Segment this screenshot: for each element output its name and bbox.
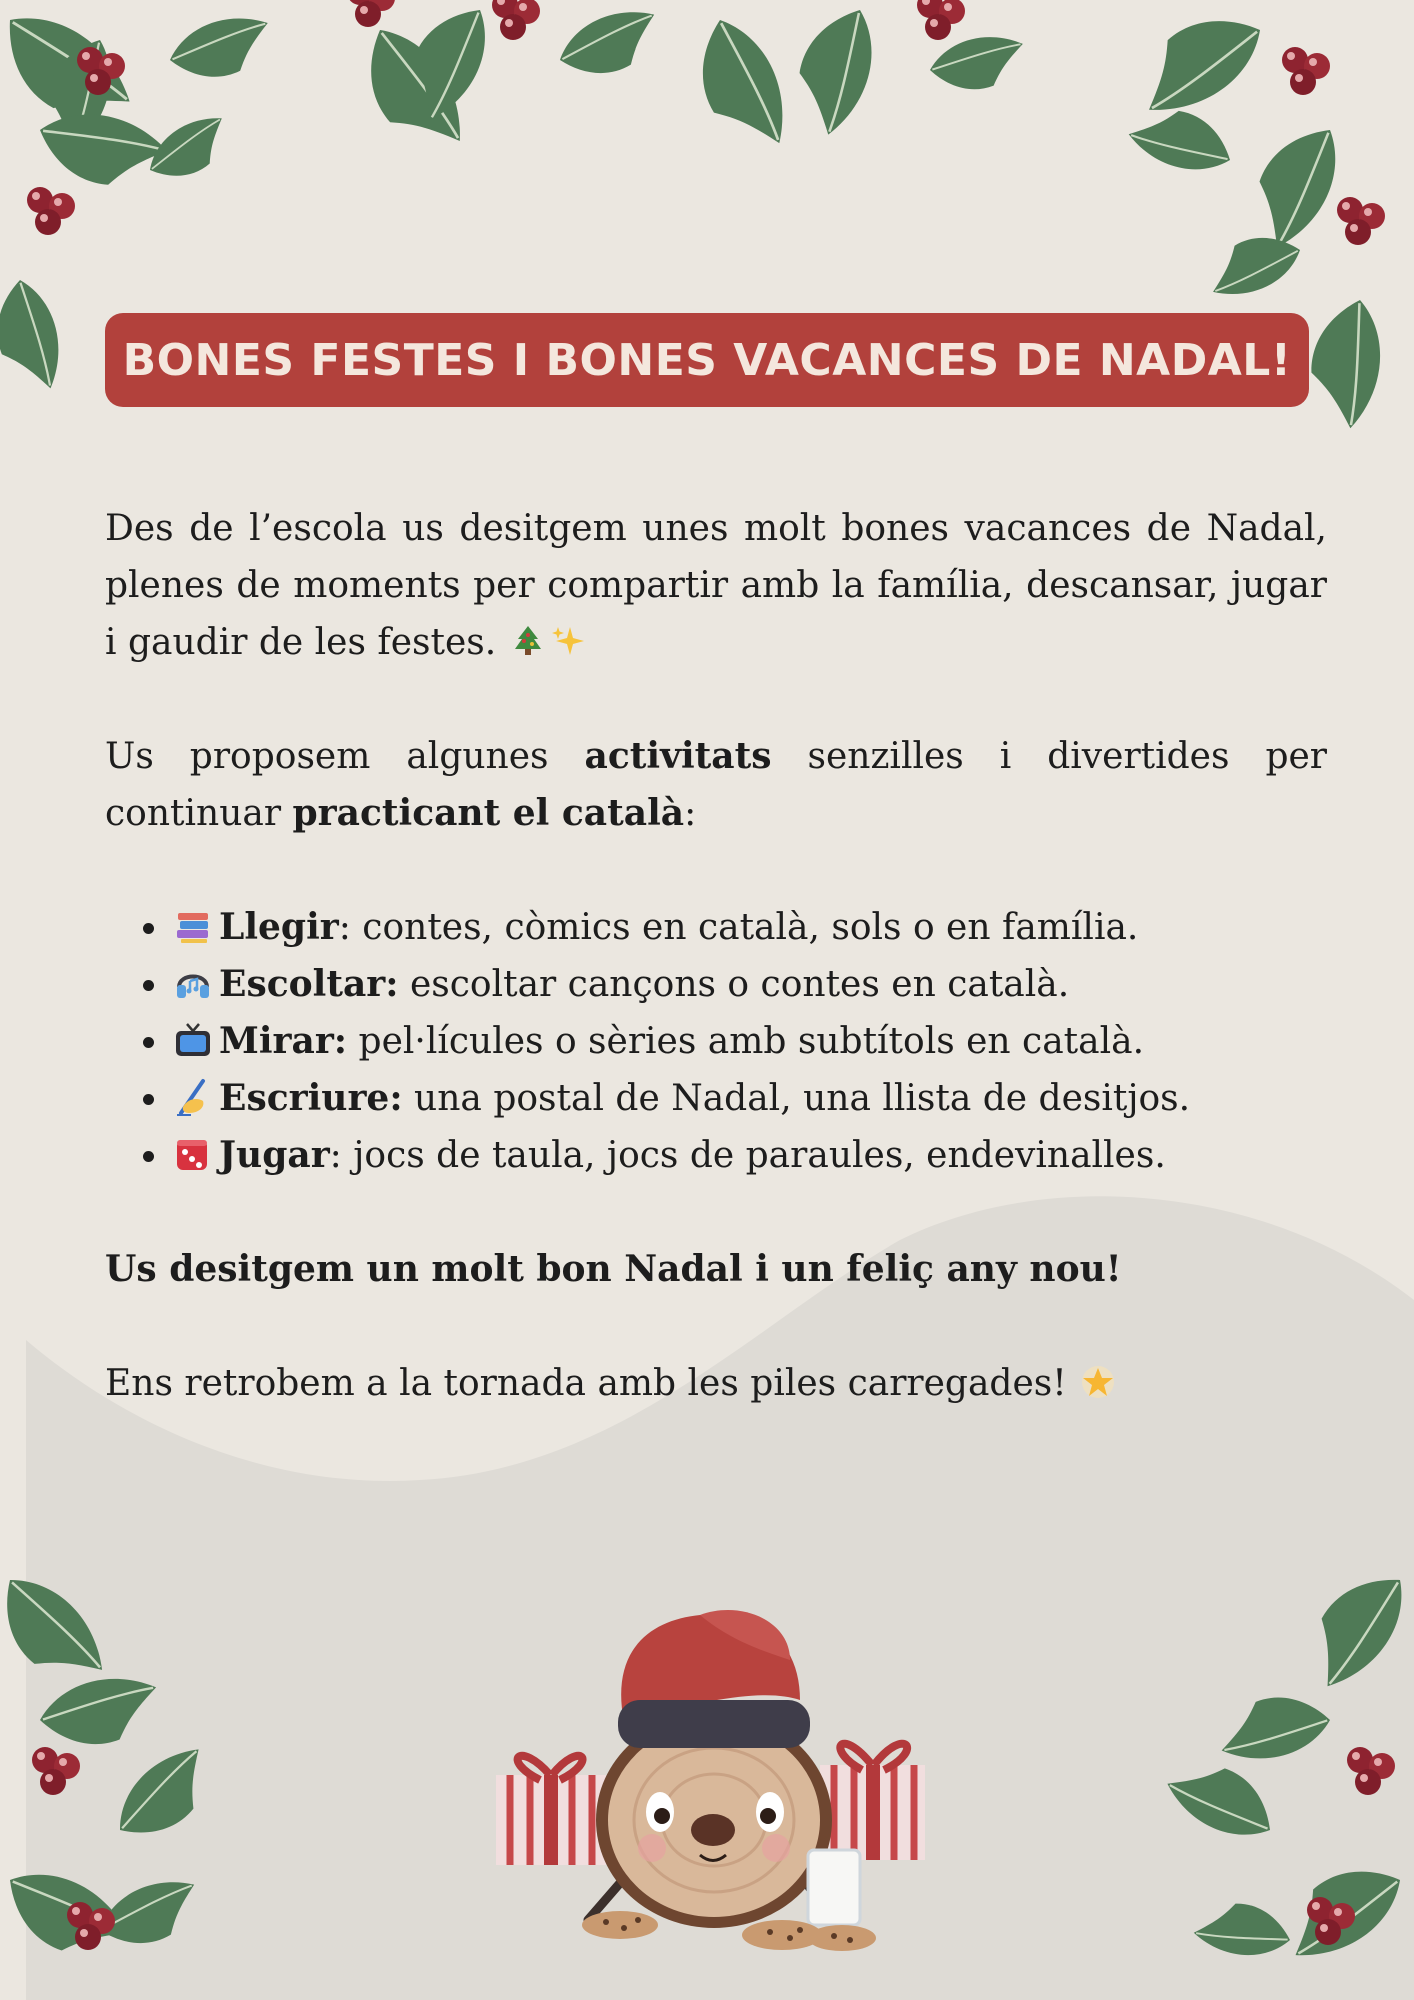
proposal-bold-1: activitats (584, 735, 772, 777)
proposal-text-1: Us proposem algunes (105, 736, 585, 777)
activity-label: Jugar (219, 1134, 330, 1176)
activity-text: pel·lícules o sèries amb subtítols en català. (347, 1021, 1145, 1062)
wish-paragraph (105, 1241, 1327, 1298)
list-item (105, 1127, 1327, 1184)
tv-icon (173, 1020, 213, 1060)
proposal-text-3: : (684, 793, 697, 834)
proposal-text-2: senzilles i divertides per continuar (105, 736, 1327, 834)
star-icon (1080, 1364, 1116, 1400)
wish-text: Us desitgem un molt bon Nadal i un feliç any nou! (105, 1248, 1122, 1290)
activity-label: Escriure: (219, 1077, 403, 1119)
intro-paragraph (105, 500, 1327, 671)
activity-label: Escoltar: (219, 963, 399, 1005)
writing-hand-icon (173, 1077, 213, 1117)
christmas-tree-icon (510, 623, 546, 659)
list-item (105, 956, 1327, 1013)
dice-icon (173, 1134, 213, 1174)
title-banner (105, 313, 1309, 407)
activity-text: : contes, còmics en català, sols o en família. (338, 907, 1139, 948)
books-icon (173, 906, 213, 946)
list-item (105, 899, 1327, 956)
page-title: BONES FESTES I BONES VACANCES DE NADAL! (122, 334, 1292, 386)
proposal-paragraph (105, 728, 1327, 842)
closing-paragraph (105, 1355, 1327, 1412)
activity-label: Llegir (219, 906, 339, 948)
letter-body (105, 500, 1327, 1412)
list-item (105, 1070, 1327, 1127)
headphones-icon (173, 963, 213, 1003)
activities-list (105, 899, 1327, 1184)
closing-text: Ens retrobem a la tornada amb les piles carregades! (105, 1363, 1067, 1404)
proposal-bold-2: practicant el català (292, 792, 685, 834)
activity-text: : jocs de taula, jocs de paraules, endevinalles. (329, 1135, 1166, 1176)
activity-text: escoltar cançons o contes en català. (398, 964, 1070, 1005)
activity-label: Mirar: (219, 1020, 348, 1062)
sparkles-icon (550, 623, 586, 659)
activity-text: una postal de Nadal, una llista de desitjos. (402, 1078, 1191, 1119)
intro-text: Des de l’escola us desitgem unes molt bones vacances de Nadal, plenes de moments per compartir amb la família, descansar, jugar i gaudir de les festes. (105, 508, 1327, 663)
list-item (105, 1013, 1327, 1070)
